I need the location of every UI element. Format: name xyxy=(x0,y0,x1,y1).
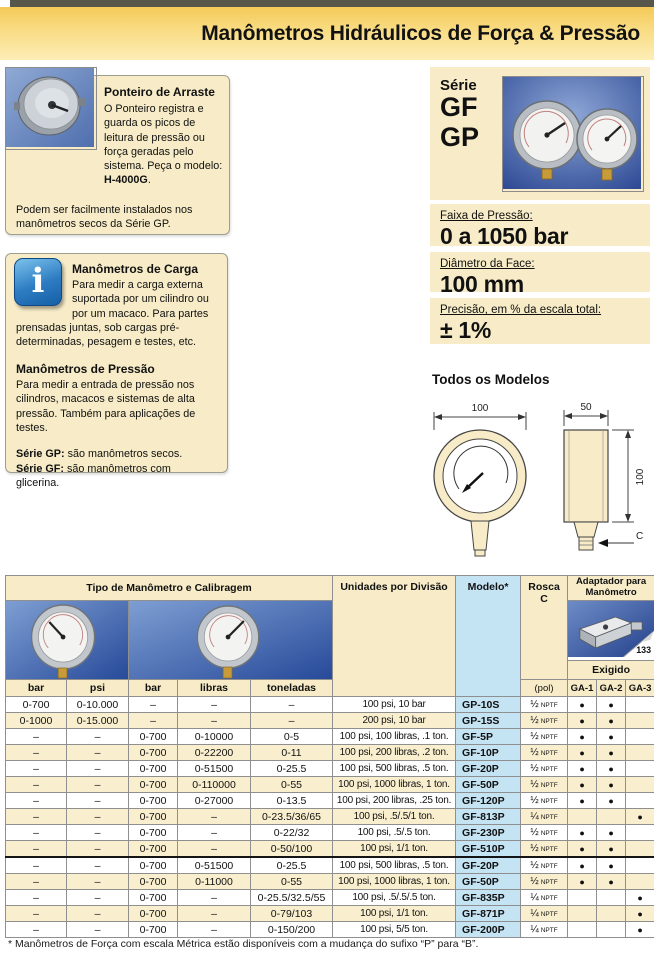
drag-pointer-body-text: O Ponteiro registra e guarda os picos de leitura de pressão ou força geradas pelo sistema. Peça o modelo: xyxy=(104,103,223,172)
cell: 0-700 xyxy=(6,697,67,713)
cell-ga3 xyxy=(626,777,654,793)
models-table xyxy=(5,575,654,938)
cell: 0-700 xyxy=(129,841,178,858)
cell: 0-700 xyxy=(129,761,178,777)
spec-pressure-range-label: Faixa de Pressão: xyxy=(440,210,533,222)
cell: 0-150/200 xyxy=(251,922,333,938)
thread-fraction: ½ xyxy=(530,699,539,710)
thread-unit: NPTF xyxy=(540,927,558,934)
cell-model: GF-230P xyxy=(456,825,521,841)
cell: 0-23.5/36/65 xyxy=(251,809,333,825)
table-row xyxy=(6,890,654,906)
cell-unidades: 100 psi, 1000 libras, 1 ton. xyxy=(333,777,456,793)
cell: – xyxy=(6,729,67,745)
thread-fraction: ½ xyxy=(530,747,539,758)
cell: 0-10.000 xyxy=(67,697,129,713)
thread-fraction: ½ xyxy=(530,860,539,871)
cell-ga1 xyxy=(568,906,597,922)
cell-ga3 xyxy=(626,761,654,777)
cell-model: GF-200P xyxy=(456,922,521,938)
header-rosca xyxy=(521,576,568,680)
pressure-gauges-title: Manômetros de Pressão xyxy=(16,361,155,376)
thread-fraction: ½ xyxy=(530,763,539,774)
cell: – xyxy=(67,777,129,793)
thread-unit: NPTF xyxy=(540,814,558,821)
cell-rosca xyxy=(521,761,568,777)
cell: 0-11 xyxy=(251,745,333,761)
subheader-bar2: bar xyxy=(129,680,178,697)
header-modelo: Modelo* xyxy=(456,576,521,697)
thread-unit: NPTF xyxy=(540,830,558,837)
thread-unit: NPTF xyxy=(540,798,558,805)
thread-unit: NPTF xyxy=(540,702,558,709)
header-tipo: Tipo de Manômetro e Calibragem xyxy=(6,576,333,601)
cell: 0-110000 xyxy=(178,777,251,793)
cell: – xyxy=(6,922,67,938)
cell-rosca xyxy=(521,857,568,874)
table-row xyxy=(6,697,654,713)
cell-model: GF-50P xyxy=(456,777,521,793)
cell-model: GF-20P xyxy=(456,857,521,874)
cell-ga1: ● xyxy=(568,697,597,713)
subheader-psi: psi xyxy=(67,680,129,697)
cell: – xyxy=(6,874,67,890)
info-icon: i xyxy=(14,258,62,306)
cell-rosca xyxy=(521,906,568,922)
thread-unit: NPTF xyxy=(540,766,558,773)
cell-ga3: ● xyxy=(626,906,654,922)
cell-ga1: ● xyxy=(568,825,597,841)
cell-model: GF-835P xyxy=(456,890,521,906)
cell: – xyxy=(6,793,67,809)
cell: 0-700 xyxy=(129,922,178,938)
series-gf-text: são manômetros com glicerina. xyxy=(16,462,171,489)
gp-gauge-photo xyxy=(6,601,129,680)
cell-model: GF-813P xyxy=(456,809,521,825)
title-band xyxy=(0,7,654,60)
cell-ga2: ● xyxy=(597,857,626,874)
table-row xyxy=(6,857,654,874)
cell: – xyxy=(67,857,129,874)
table-body xyxy=(6,697,654,938)
table-row xyxy=(6,825,654,841)
page-ref-133: 133 xyxy=(636,644,652,656)
cell: – xyxy=(67,906,129,922)
cell: – xyxy=(67,825,129,841)
series-description xyxy=(16,447,217,490)
side-height-dim: 100 xyxy=(635,468,646,486)
table-row xyxy=(6,761,654,777)
cell: – xyxy=(67,793,129,809)
cell-unidades: 100 psi, 5/5 ton. xyxy=(333,922,456,938)
cell-ga3 xyxy=(626,745,654,761)
cell-ga3 xyxy=(626,857,654,874)
cell-rosca xyxy=(521,874,568,890)
cell-ga2 xyxy=(597,809,626,825)
thread-unit: NPTF xyxy=(540,895,558,902)
cell: 0-700 xyxy=(129,777,178,793)
load-gauges-body: Para medir a carga externa suportada por um cilindro ou por um macaco. Para partes prensadas juntas, sob cargas pré-determinadas, pesagem e testes, etc. xyxy=(16,279,209,349)
thread-fraction: ¼ xyxy=(530,811,539,822)
cell: – xyxy=(67,761,129,777)
series-label: Série xyxy=(440,77,477,94)
thread-unit: NPTF xyxy=(540,879,558,886)
cell-unidades: 100 psi, 500 libras, .5 ton. xyxy=(333,761,456,777)
load-gauges-title: Manômetros de Carga xyxy=(72,262,199,276)
spec-pressure-range-value: 0 a 1050 bar xyxy=(440,223,569,249)
cell-model: GF-120P xyxy=(456,793,521,809)
thread-size-label: C xyxy=(636,531,644,542)
series-box xyxy=(430,67,650,200)
cell: 0-700 xyxy=(129,729,178,745)
cell-rosca xyxy=(521,745,568,761)
table-row xyxy=(6,729,654,745)
thread-fraction: ½ xyxy=(530,876,539,887)
cell-model: GP-10S xyxy=(456,697,521,713)
cell: – xyxy=(178,841,251,858)
cell: 0-700 xyxy=(129,745,178,761)
cell-ga3: ● xyxy=(626,809,654,825)
cell: – xyxy=(6,809,67,825)
cell: 0-15.000 xyxy=(67,713,129,729)
cell-unidades: 100 psi, 100 libras, .1 ton. xyxy=(333,729,456,745)
adapter-illustration xyxy=(568,601,654,657)
gauge-dimension-drawing xyxy=(422,390,652,570)
cell: – xyxy=(67,874,129,890)
cell-ga2: ● xyxy=(597,841,626,858)
cell-ga3 xyxy=(626,793,654,809)
thread-unit: NPTF xyxy=(540,750,558,757)
cell-ga1 xyxy=(568,809,597,825)
all-models-title: Todos os Modelos xyxy=(432,372,550,387)
cell-model: GF-5P xyxy=(456,729,521,745)
cell-rosca xyxy=(521,713,568,729)
subheader-pol: (pol) xyxy=(521,680,568,697)
header-exigido: Exigido xyxy=(568,661,654,680)
cell-ga3: ● xyxy=(626,922,654,938)
spec-accuracy xyxy=(430,298,650,344)
header-rosca-line1: Rosca xyxy=(528,581,560,593)
cell: 0-13.5 xyxy=(251,793,333,809)
cell: 0-5 xyxy=(251,729,333,745)
cell-unidades: 100 psi, 200 libras, .2 ton. xyxy=(333,745,456,761)
thread-unit: NPTF xyxy=(540,718,558,725)
spec-face-diameter-label: Diâmetro da Face: xyxy=(440,258,535,270)
header-unidades: Unidades por Divisão xyxy=(333,576,456,697)
cell-ga2 xyxy=(597,890,626,906)
gp-gauge-illustration xyxy=(6,601,128,679)
cell: – xyxy=(6,857,67,874)
thread-unit: NPTF xyxy=(540,734,558,741)
cell-unidades: 200 psi, 10 bar xyxy=(333,713,456,729)
thread-fraction: ½ xyxy=(530,827,539,838)
series-gf-label: Série GF: xyxy=(16,462,65,475)
cell: 0-700 xyxy=(129,906,178,922)
cell: 0-51500 xyxy=(178,761,251,777)
top-accent-bar xyxy=(10,0,654,7)
cell: 0-55 xyxy=(251,777,333,793)
subheader-bar1: bar xyxy=(6,680,67,697)
table-row xyxy=(6,874,654,890)
cell-ga1: ● xyxy=(568,793,597,809)
subheader-toneladas: toneladas xyxy=(251,680,333,697)
cell: – xyxy=(6,761,67,777)
cell-ga1: ● xyxy=(568,777,597,793)
subheader-ga1: GA-1 xyxy=(568,680,597,697)
thread-unit: NPTF xyxy=(540,863,558,870)
cell-ga3 xyxy=(626,874,654,890)
cell-unidades: 100 psi, .5/.5/1 ton. xyxy=(333,809,456,825)
cell-model: GF-50P xyxy=(456,874,521,890)
cell: – xyxy=(67,809,129,825)
subheader-ga3: GA-3 xyxy=(626,680,654,697)
spec-accuracy-label: Precisão, em % da escala total: xyxy=(440,304,602,316)
front-width-dim: 100 xyxy=(471,403,489,414)
subheader-libras: libras xyxy=(178,680,251,697)
cell: – xyxy=(6,745,67,761)
cell-ga2: ● xyxy=(597,761,626,777)
cell: – xyxy=(67,890,129,906)
cell-model: GF-10P xyxy=(456,745,521,761)
cell: 0-22/32 xyxy=(251,825,333,841)
table-row xyxy=(6,922,654,938)
spec-accuracy-value: ± 1% xyxy=(440,317,492,343)
series-gp-text: são manômetros secos. xyxy=(64,448,183,461)
cell: 0-700 xyxy=(129,793,178,809)
table-row xyxy=(6,906,654,922)
cell-ga3 xyxy=(626,825,654,841)
series-gp-label: Série GP: xyxy=(16,448,65,461)
cell-ga1 xyxy=(568,890,597,906)
cell-ga2: ● xyxy=(597,874,626,890)
cell: – xyxy=(6,841,67,858)
cell-unidades: 100 psi, .5/.5 ton. xyxy=(333,825,456,841)
cell-ga1: ● xyxy=(568,874,597,890)
cell: – xyxy=(6,777,67,793)
cell-unidades: 100 psi, 1/1 ton. xyxy=(333,841,456,858)
cell-ga3 xyxy=(626,729,654,745)
side-width-dim: 50 xyxy=(580,402,592,413)
cell-rosca xyxy=(521,825,568,841)
pressure-gauges-body: Para medir a entrada de pressão nos cilindros, macacos e sistemas de alta pressão. Também para aplicações de testes. xyxy=(16,378,196,434)
table-footnote: * Manômetros de Força com escala Métrica estão disponíveis com a mudança do sufixo “P” para “B”. xyxy=(8,938,479,950)
cell-rosca xyxy=(521,922,568,938)
cell: 0-50/100 xyxy=(251,841,333,858)
spec-pressure-range xyxy=(430,204,650,249)
cell-model: GP-15S xyxy=(456,713,521,729)
cell-unidades: 100 psi, 10 bar xyxy=(333,697,456,713)
cell-ga3 xyxy=(626,697,654,713)
drag-pointer-model-code: H-4000G xyxy=(104,174,148,187)
cell: – xyxy=(67,841,129,858)
cell: 0-700 xyxy=(129,874,178,890)
cell: – xyxy=(6,906,67,922)
cell-ga1 xyxy=(568,922,597,938)
thread-fraction: ½ xyxy=(530,715,539,726)
cell: 0-51500 xyxy=(178,857,251,874)
cell-unidades: 100 psi, 1/1 ton. xyxy=(333,906,456,922)
cell-rosca xyxy=(521,809,568,825)
adapter-photo xyxy=(568,601,654,661)
cell-rosca xyxy=(521,777,568,793)
cell-ga2: ● xyxy=(597,777,626,793)
drag-pointer-photo xyxy=(5,67,97,150)
cell: 0-11000 xyxy=(178,874,251,890)
cell: – xyxy=(251,697,333,713)
cell: 0-25.5 xyxy=(251,761,333,777)
cell: 0-25.5/32.5/55 xyxy=(251,890,333,906)
cell: 0-25.5 xyxy=(251,857,333,874)
cell-ga2: ● xyxy=(597,713,626,729)
cell: – xyxy=(67,922,129,938)
cell-model: GF-510P xyxy=(456,841,521,858)
cell: 0-700 xyxy=(129,890,178,906)
cell-ga3: ● xyxy=(626,890,654,906)
drag-pointer-body xyxy=(104,102,223,188)
cell-unidades: 100 psi, .5/.5/.5 ton. xyxy=(333,890,456,906)
cell: 0-79/103 xyxy=(251,906,333,922)
gf-gauge-photo xyxy=(129,601,333,680)
drag-pointer-title: Ponteiro de Arraste xyxy=(104,85,215,99)
cell-ga3 xyxy=(626,713,654,729)
table-row xyxy=(6,745,654,761)
series-gauges-illustration xyxy=(503,77,641,189)
cell: 0-700 xyxy=(129,825,178,841)
subheader-ga2: GA-2 xyxy=(597,680,626,697)
cell-ga3 xyxy=(626,841,654,858)
cell: 0-700 xyxy=(129,809,178,825)
cell-ga2: ● xyxy=(597,745,626,761)
gf-gauge-illustration xyxy=(129,601,332,679)
cell: – xyxy=(178,906,251,922)
cell-unidades: 100 psi, 200 libras, .25 ton. xyxy=(333,793,456,809)
thread-fraction: ¼ xyxy=(530,892,539,903)
cell-unidades: 100 psi, 1000 libras, 1 ton. xyxy=(333,874,456,890)
thread-unit: NPTF xyxy=(540,911,558,918)
cell-ga1: ● xyxy=(568,745,597,761)
cell-ga1: ● xyxy=(568,729,597,745)
dimension-drawing xyxy=(422,390,652,575)
spec-face-diameter xyxy=(430,252,650,297)
thread-fraction: ¼ xyxy=(530,908,539,919)
cell: – xyxy=(178,697,251,713)
table-row xyxy=(6,793,654,809)
drag-pointer-body-period: . xyxy=(147,174,151,187)
table-header xyxy=(6,576,654,697)
cell-ga1: ● xyxy=(568,841,597,858)
thread-unit: NPTF xyxy=(540,846,558,853)
thread-fraction: ½ xyxy=(530,843,539,854)
spec-face-diameter-value: 100 mm xyxy=(440,271,524,297)
table-row xyxy=(6,777,654,793)
cell: – xyxy=(178,922,251,938)
header-rosca-line2: C xyxy=(540,593,548,605)
cell: – xyxy=(178,809,251,825)
cell-ga2 xyxy=(597,906,626,922)
thread-unit: NPTF xyxy=(540,782,558,789)
info-box xyxy=(5,253,228,489)
cell: – xyxy=(251,713,333,729)
cell: 0-1000 xyxy=(6,713,67,729)
cell-rosca xyxy=(521,793,568,809)
cell-rosca xyxy=(521,697,568,713)
series-gauges-photo xyxy=(502,76,644,192)
cell: 0-27000 xyxy=(178,793,251,809)
cell-rosca xyxy=(521,841,568,858)
page-title: Manômetros Hidráulicos de Força & Pressão xyxy=(201,22,640,45)
cell: – xyxy=(67,729,129,745)
cell: – xyxy=(129,697,178,713)
cell-ga1: ● xyxy=(568,857,597,874)
cell-ga1: ● xyxy=(568,713,597,729)
cell-ga2: ● xyxy=(597,729,626,745)
cell-ga1: ● xyxy=(568,761,597,777)
table-row xyxy=(6,841,654,858)
cell: – xyxy=(178,890,251,906)
cell: – xyxy=(178,825,251,841)
cell: 0-55 xyxy=(251,874,333,890)
cell-rosca xyxy=(521,890,568,906)
drag-pointer-illustration xyxy=(6,68,94,147)
cell: – xyxy=(129,713,178,729)
cell-rosca xyxy=(521,729,568,745)
cell-model: GF-20P xyxy=(456,761,521,777)
series-code-gp: GP xyxy=(440,122,480,152)
cell: – xyxy=(67,745,129,761)
thread-fraction: ½ xyxy=(530,795,539,806)
drag-pointer-note: Podem ser facilmente instalados nos manômetros secos da Série GP. xyxy=(16,203,193,230)
cell: 0-10000 xyxy=(178,729,251,745)
table-row xyxy=(6,809,654,825)
cell: – xyxy=(6,825,67,841)
thread-fraction: ½ xyxy=(530,731,539,742)
cell: – xyxy=(6,890,67,906)
cell-ga2 xyxy=(597,922,626,938)
header-adaptador: Adaptador para Manômetro xyxy=(568,576,654,601)
cell-unidades: 100 psi, 500 libras, .5 ton. xyxy=(333,857,456,874)
cell-model: GF-871P xyxy=(456,906,521,922)
cell: 0-22200 xyxy=(178,745,251,761)
cell-ga2: ● xyxy=(597,793,626,809)
cell-ga2: ● xyxy=(597,825,626,841)
cell: 0-700 xyxy=(129,857,178,874)
table-row xyxy=(6,713,654,729)
series-code-gf: GF xyxy=(440,92,478,122)
thread-fraction: ½ xyxy=(530,779,539,790)
cell: – xyxy=(178,713,251,729)
thread-fraction: ¼ xyxy=(530,924,539,935)
cell-ga2: ● xyxy=(597,697,626,713)
